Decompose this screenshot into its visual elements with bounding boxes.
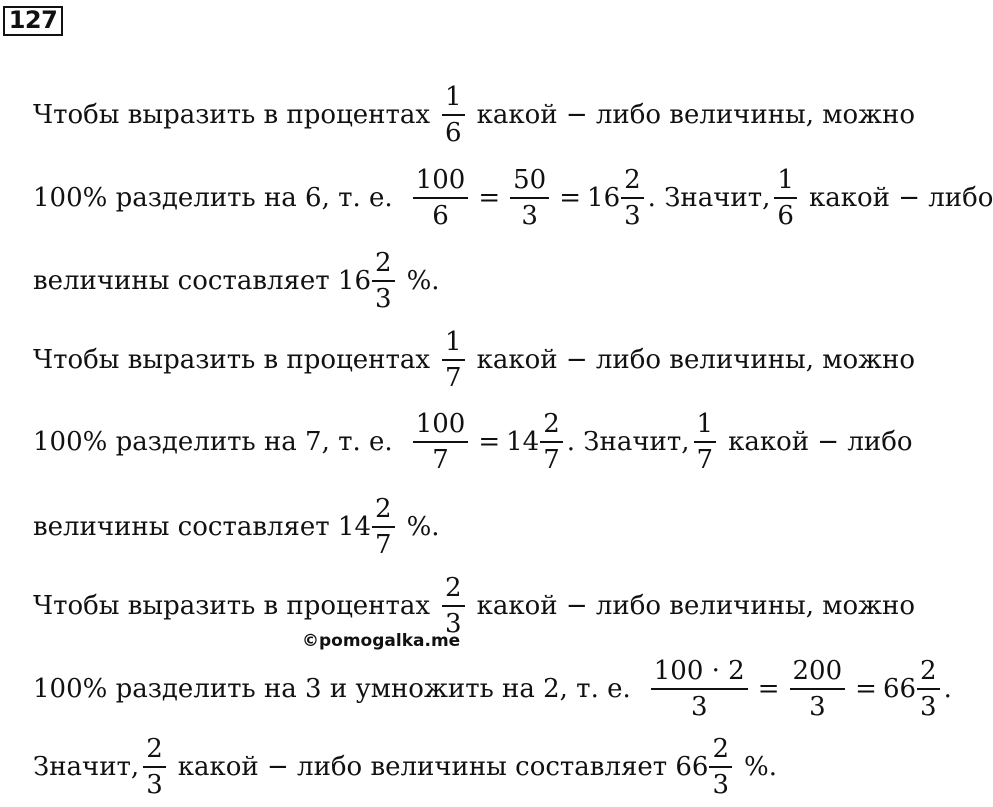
part2-line3-text-a: величины составляет 14 [33,512,372,542]
part1-mixed-fraction [621,163,644,233]
part2-fraction-1-7 [442,325,465,395]
fraction-denominator: 7 [696,445,714,475]
part1-line2-text-c: какой − либо [808,183,993,213]
part1-line3-text-a: величины составляет 16 [33,266,372,296]
fraction-denominator: 6 [432,201,449,231]
mixed-number-whole: 66 [882,674,917,704]
fraction-numerator: 2 [442,571,465,607]
fraction-numerator: 2 [372,246,395,282]
mixed-number-whole: 14 [506,427,540,457]
fraction-numerator: 100 · 2 [651,654,748,690]
part3-line3-text-a: Значит, [33,752,140,782]
part1-line3 [33,241,440,321]
fraction-denominator: 3 [445,609,462,639]
fraction-numerator: 1 [694,407,717,443]
fraction-denominator: 3 [712,770,730,800]
fraction-denominator: 6 [445,118,462,148]
fraction-numerator: 1 [442,80,465,116]
fraction-denominator: 3 [375,284,392,314]
part3-mixed-fraction [917,654,940,724]
part2-line3-text-b: %. [406,512,440,542]
part1-calc-fraction-1 [413,163,469,233]
part2-result-fraction [372,492,395,562]
part1-line2-fraction [774,163,797,233]
part1-line2-text-a: 100% разделить на 6, т. е. [33,183,393,213]
fraction-numerator: 2 [917,654,940,690]
equals-sign: = [478,183,501,213]
fraction-numerator: 100 [413,163,469,199]
part3-line1-text-before: Чтобы выразить в процентах [33,591,431,621]
part1-line3-text-b: %. [406,266,440,296]
part2-line1 [33,320,915,400]
part2-line3 [33,487,440,567]
part1-calc-fraction-2 [510,163,549,233]
part3-result-fraction [709,732,732,802]
part2-line2 [33,402,913,482]
fraction-numerator: 100 [413,407,469,443]
part3-line2 [33,649,952,729]
part1-line1-text-after: какой − либо величины, можно [476,100,916,130]
fraction-denominator: 7 [543,445,560,475]
part2-line1-text-after: какой − либо величины, можно [476,345,916,375]
fraction-numerator: 2 [621,163,644,199]
part2-mixed-fraction [540,407,563,477]
part1-line2 [33,158,993,238]
fraction-denominator: 7 [375,530,392,560]
fraction-denominator: 3 [690,692,708,722]
part1-line2-text-b: . Значит, [647,183,771,213]
part3-line3-text-c: %. [744,752,778,782]
equals-sign: = [478,427,501,457]
equals-sign: = [757,674,780,704]
fraction-denominator: 7 [432,445,449,475]
fraction-numerator: 1 [774,163,797,199]
part2-line2-text-c: какой − либо [728,427,913,457]
part2-line2-text-a: 100% разделить на 7, т. е. [33,427,393,457]
mixed-number-whole: 16 [587,183,621,213]
fraction-denominator: 3 [920,692,937,722]
part3-line1 [33,566,915,646]
fraction-denominator: 7 [445,363,462,393]
fraction-numerator: 2 [143,732,166,768]
fraction-denominator: 3 [146,770,163,800]
part1-fraction-1-6 [442,80,465,150]
part1-line1-text-before: Чтобы выразить в процентах [33,100,431,130]
fraction-numerator: 2 [540,407,563,443]
fraction-denominator: 3 [624,201,641,231]
part3-calc-fraction-2 [790,654,846,724]
fraction-numerator: 200 [790,654,846,690]
fraction-denominator: 3 [521,201,538,231]
part3-calc-fraction-1 [651,654,748,724]
fraction-numerator: 2 [372,492,395,528]
fraction-denominator: 6 [777,201,794,231]
equals-sign: = [559,183,582,213]
part3-line2-text-a: 100% разделить на 3 и умножить на 2, т. е. [33,674,631,704]
fraction-numerator: 2 [709,732,732,768]
part3-line2-text-b: . [943,674,952,704]
part3-line3-fraction-1 [143,732,166,802]
part2-line1-text-before: Чтобы выразить в процентах [33,345,431,375]
fraction-numerator: 50 [510,163,549,199]
equals-sign: = [855,674,877,704]
problem-number-badge: 127 [3,6,63,36]
part2-line2-text-b: . Значит, [566,427,690,457]
part1-result-fraction [372,246,395,316]
fraction-numerator: 1 [442,325,465,361]
part3-line3-text-b: какой − либо величины составляет 66 [177,752,709,782]
part1-line1 [33,75,915,155]
watermark: ©pomogalka.me [302,631,461,651]
part2-calc-fraction-1 [413,407,469,477]
part3-line1-text-after: какой − либо величины, можно [476,591,916,621]
part2-line2-fraction [694,407,717,477]
part3-line3 [33,727,777,807]
fraction-denominator: 3 [809,692,826,722]
